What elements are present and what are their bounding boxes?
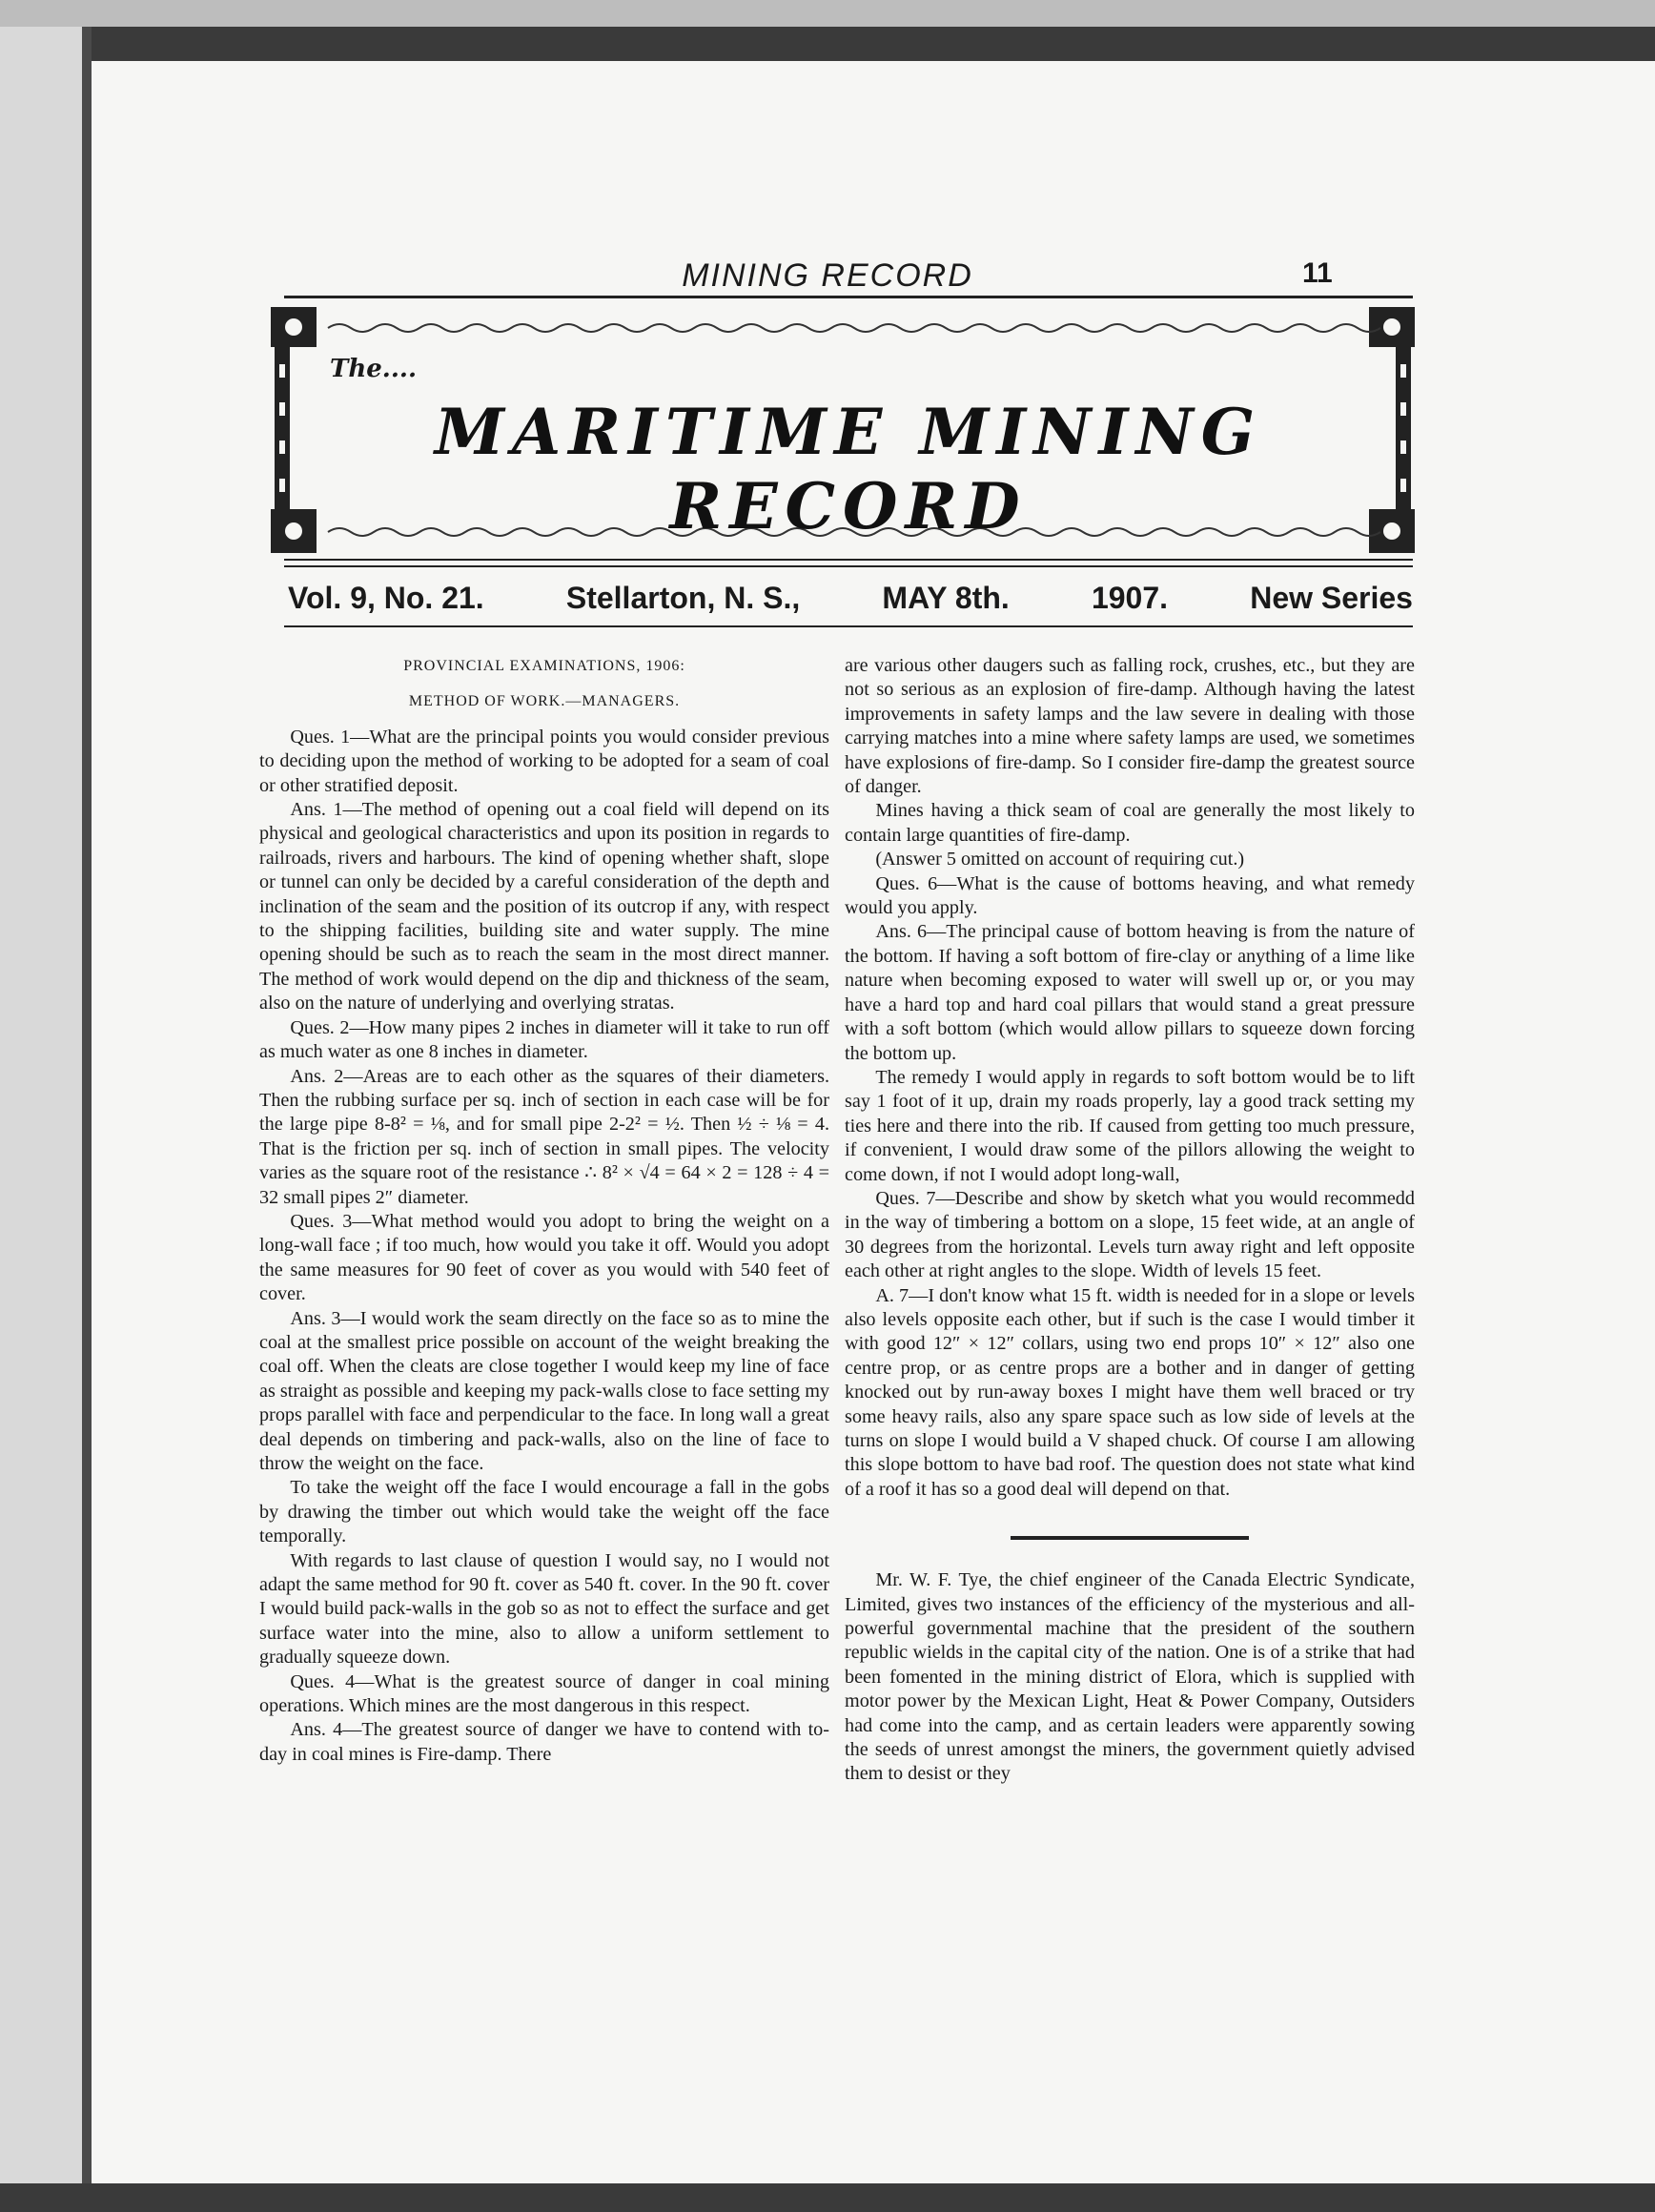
header-rule [284,296,1413,298]
paragraph: are various other daugers such as falling rock, crushes, etc., but they are not so serious as an explosion of fire-damp. Although having the latest improvements in safety lamps and the law severe in dealing with those carrying matches into a mine where safety lamps are used, we sometimes have explosions of fire-damp. So I consider fire-damp the greatest source of danger. [845,655,1415,798]
paragraph: The remedy I would apply in regards to soft bottom would be to lift say 1 foot of it up, drain my roads properly, lay a good track setting my ties here and there into the rib. If caused from getting too much pressure, if convenient, I would draw some of the pillors allowing the weight to come down, if not I would adopt long-wall, [845,1066,1415,1185]
masthead-prefix: The.... [330,355,417,383]
section-subheading: METHOD OF WORK.—MANAGERS. [408,693,681,710]
paragraph: Ques. 4—What is the greatest source of danger in coal mining operations. Which mines are the most dangerous in this respect. [259,1670,829,1717]
paragraph: To take the weight off the face I would encourage a fall in the gobs by drawing the timber out which would take the weight off the face temporally. [259,1477,829,1547]
article-separator [1011,1536,1249,1540]
gutter-shadow [82,27,92,2212]
paragraph: Mr. W. F. Tye, the chief engineer of the Canada Electric Syndicate, Limited, gives two instances of the efficiency of the mysterious and all-powerful governmental machine that the president of the southern republic wields in the capital city of the nation. One is of a strike that had been fomented in the mining district of Elora, which is supplied with motor power by the Mexican Light, Heat & Power Company, Outsiders had come into the camp, and as certain leaders were apparently sowing the seeds of unrest amongst the miners, the government quietly advised them to desist or they [845,1569,1415,1785]
paragraph: Ques. 2—How many pipes 2 inches in diameter will it take to run off as much water as one 8 inches in diameter. [259,1016,829,1063]
masthead-title: MARITIME MINING RECORD [434,395,1263,543]
paragraph: Ans. 4—The greatest source of danger we have to contend with to-day in coal mines is Fire-damp. There [259,1719,829,1765]
paragraph: Ques. 3—What method would you adopt to bring the weight on a long-wall face ; if too much, how would you take it off. Would you adopt the same measures for 90 feet of cover as you would with 540 feet of cover. [259,1210,829,1305]
issue-date: MAY 8th. [882,580,1010,615]
paragraph: Ans. 1—The method of opening out a coal field will depend on its physical and geological characteristics and upon its position in regards to railroads, rivers and harbours. The kind of opening whether shaft, slope or tunnel can only be decided by a careful consideration of the depth and inclination of the seam and the position of its outcrop if any, with respect to the shipping facilities, building site and water supply. The mine opening should be such as to reach the seam in the most direct manner. The method of work would depend on the dip and thickness of the seam, also on the nature of underlying and overlying stratas. [259,799,829,1014]
masthead [271,307,1415,553]
previous-page-edge [0,27,86,2212]
section-heading: PROVINCIAL EXAMINATIONS, 1906: [403,658,685,674]
page-number: 11 [1302,257,1333,289]
left-column [259,654,829,1767]
masthead-rule-bottom [284,565,1413,567]
paragraph: Ans. 2—Areas are to each other as the squares of their diameters. Then the rubbing surface per sq. inch of section in each case will be for the large pipe 8-8² = ⅛, and for small pipe 2-2² = ½. Then ½ ÷ ⅛ = 4. That is the friction per sq. inch of section in small pipes. The velocity varies as the square root of the resistance ∴ 8² × √4 = 64 × 2 = 128 ÷ 4 = 32 small pipes 2″ diameter. [259,1065,829,1208]
issue-line [288,576,1413,620]
paragraph: (Answer 5 omitted on account of requiring cut.) [875,849,1245,870]
issue-volume: Vol. 9, No. 21. [288,580,484,615]
issue-place: Stellarton, N. S., [565,580,801,615]
issue-rule [284,625,1413,627]
paragraph: Ques. 1—What are the principal points you would consider previous to deciding upon the method of working to be adopted for a seam of coal or other stratified deposit. [259,726,829,796]
paragraph: Ans. 6—The principal cause of bottom heaving is from the nature of the bottom. If having a soft bottom of fire-clay or anything of a lime like nature when becoming exposed to water will swell up or, or you may have a hard top and hard coal pillars that would stand a great pressure with a soft bottom (which would allow pillars to squeeze down forcing the bottom up. [845,921,1415,1064]
paragraph: Mines having a thick seam of coal are generally the most likely to contain large quantities of fire-damp. [845,800,1415,846]
issue-year: 1907. [1091,580,1169,615]
issue-series: New Series [1250,580,1413,615]
running-title: MINING RECORD [682,257,973,294]
masthead-rule-top [284,559,1413,561]
scan-bottom-border [0,2183,1655,2212]
paragraph: A. 7—I don't know what 15 ft. width is needed for in a slope or levels also levels opposite each other, but if such is the case I would timber it with good 12″ × 12″ collars, using two end props 10″ × 12″ also one centre prop, or as centre props are a bother and in danger of getting knocked out by run-away boxes I might have them well braced or try some heavy rails, also any spare space such as low side of levels at the turns on slope I would build a V shaped chuck. Of course I am allowing this slope bottom to have bad roof. The question does not state what kind of a roof it has so a good deal will depend on that. [845,1284,1415,1500]
paragraph: Ans. 3—I would work the seam directly on the face so as to mine the coal at the smallest price possible on account of the weight breaking the coal off. When the cleats are close together I would keep my line of face as straight as possible and keeping my pack-walls close to face setting my props parallel with face and perpendicular to the face. In long wall a great deal depends on timbering and pack-walls, also on the line of face to throw the weight on the face. [259,1307,829,1474]
paragraph: Ques. 7—Describe and show by sketch what you would recommedd in the way of timbering a bottom on a slope, 15 feet wide, at an angle of 30 degrees from the horizontal. Levels turn away right and left opposite each other at right angles to the slope. Width of levels 15 feet. [845,1187,1415,1282]
scan-top-edge [0,0,1655,27]
paragraph: With regards to last clause of question I would say, no I would not adapt the same method for 90 ft. cover as 540 ft. cover. In the 90 ft. cover I would build pack-walls in the gob so as not to effect the surface and get surface water into the mine, also to allow a uniform settlement to gradually squeeze down. [259,1549,829,1669]
scan-dark-border [0,27,1655,61]
right-column [845,654,1415,1787]
paragraph: Ques. 6—What is the cause of bottoms heaving, and what remedy would you apply. [845,872,1415,919]
